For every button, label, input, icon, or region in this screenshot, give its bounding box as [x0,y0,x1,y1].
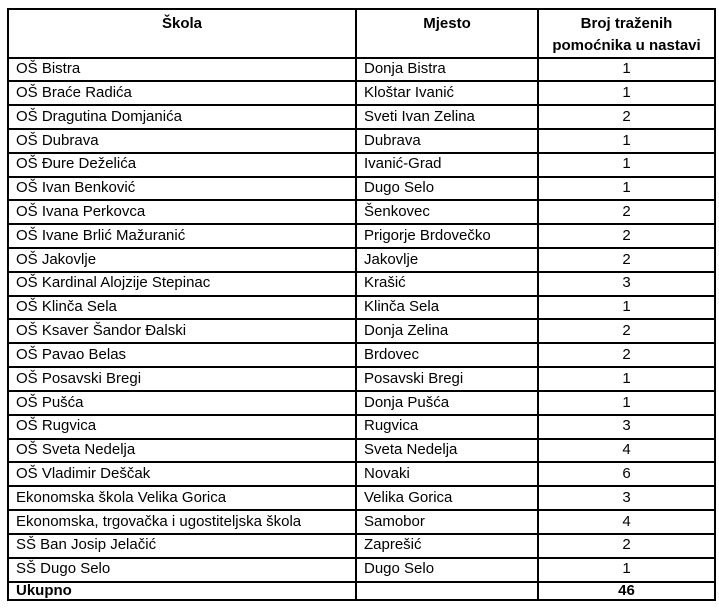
header-row [8,9,715,58]
cell-count: 1 [538,391,715,415]
cell-school: Ekonomska škola Velika Gorica [8,486,356,510]
cell-place: Donja Bistra [356,58,538,82]
cell-school: Ekonomska, trgovačka i ugostiteljska škola [8,510,356,534]
cell-place: Prigorje Brdovečko [356,224,538,248]
cell-school: OŠ Ivana Perkovca [8,200,356,224]
cell-place: Kloštar Ivanić [356,81,538,105]
cell-school: OŠ Vladimir Deščak [8,462,356,486]
cell-place: Rugvica [356,415,538,439]
cell-count: 3 [538,486,715,510]
cell-count: 2 [538,105,715,129]
cell-school: OŠ Rugvica [8,415,356,439]
cell-school: OŠ Dubrava [8,129,356,153]
cell-place: Krašić [356,272,538,296]
cell-school: OŠ Dragutina Domjanića [8,105,356,129]
cell-school: OŠ Posavski Bregi [8,367,356,391]
cell-place: Klinča Sela [356,296,538,320]
table-row [8,367,715,391]
cell-place: Dugo Selo [356,558,538,582]
cell-count: 4 [538,439,715,463]
cell-school: OŠ Braće Radića [8,81,356,105]
cell-place: Brdovec [356,343,538,367]
table-row [8,534,715,558]
table-row [8,558,715,582]
cell-place: Dubrava [356,129,538,153]
cell-school: OŠ Ivane Brlić Mažuranić [8,224,356,248]
cell-school: OŠ Sveta Nedelja [8,439,356,463]
cell-count: 2 [538,343,715,367]
cell-count: 3 [538,272,715,296]
table-row [8,248,715,272]
table-row [8,177,715,201]
cell-school: OŠ Jakovlje [8,248,356,272]
table-row [8,439,715,463]
cell-count: 1 [538,558,715,582]
cell-school: SŠ Ban Josip Jelačić [8,534,356,558]
cell-school: OŠ Kardinal Alojzije Stepinac [8,272,356,296]
table-row [8,319,715,343]
cell-place: Sveta Nedelja [356,439,538,463]
table-row [8,272,715,296]
cell-school: OŠ Ivan Benković [8,177,356,201]
cell-count: 2 [538,248,715,272]
cell-school: OŠ Pušća [8,391,356,415]
cell-count: 2 [538,319,715,343]
assistants-table [7,8,716,601]
cell-count: 1 [538,153,715,177]
cell-place: Velika Gorica [356,486,538,510]
cell-school: OŠ Klinča Sela [8,296,356,320]
cell-count: 1 [538,177,715,201]
cell-place: Dugo Selo [356,177,538,201]
table-row [8,391,715,415]
column-header-count: Broj traženih pomoćnika u nastavi [538,9,715,58]
cell-place: Ivanić-Grad [356,153,538,177]
table-row [8,486,715,510]
cell-count: 1 [538,296,715,320]
cell-place: Šenkovec [356,200,538,224]
cell-school: OŠ Bistra [8,58,356,82]
table-row [8,58,715,82]
table-row [8,224,715,248]
cell-place: Donja Pušća [356,391,538,415]
total-row [8,582,715,601]
cell-place: Novaki [356,462,538,486]
cell-place: Sveti Ivan Zelina [356,105,538,129]
cell-school: SŠ Dugo Selo [8,558,356,582]
table-row [8,81,715,105]
cell-count: 1 [538,129,715,153]
table-row [8,200,715,224]
table-row [8,510,715,534]
table-row [8,462,715,486]
total-label: Ukupno [8,582,356,601]
cell-count: 6 [538,462,715,486]
cell-count: 2 [538,534,715,558]
table-row [8,296,715,320]
table-row [8,105,715,129]
column-header-place: Mjesto [356,9,538,58]
table-row [8,415,715,439]
cell-count: 4 [538,510,715,534]
cell-count: 2 [538,224,715,248]
cell-school: OŠ Pavao Belas [8,343,356,367]
column-header-school: Škola [8,9,356,58]
cell-place: Zaprešić [356,534,538,558]
cell-count: 1 [538,81,715,105]
cell-count: 3 [538,415,715,439]
total-empty-cell [356,582,538,601]
cell-count: 1 [538,58,715,82]
table-row [8,153,715,177]
cell-school: OŠ Đure Deželića [8,153,356,177]
cell-place: Donja Zelina [356,319,538,343]
cell-place: Samobor [356,510,538,534]
table-row [8,129,715,153]
cell-place: Posavski Bregi [356,367,538,391]
total-value: 46 [538,582,715,601]
cell-count: 2 [538,200,715,224]
cell-school: OŠ Ksaver Šandor Đalski [8,319,356,343]
cell-place: Jakovlje [356,248,538,272]
table-row [8,343,715,367]
cell-count: 1 [538,367,715,391]
